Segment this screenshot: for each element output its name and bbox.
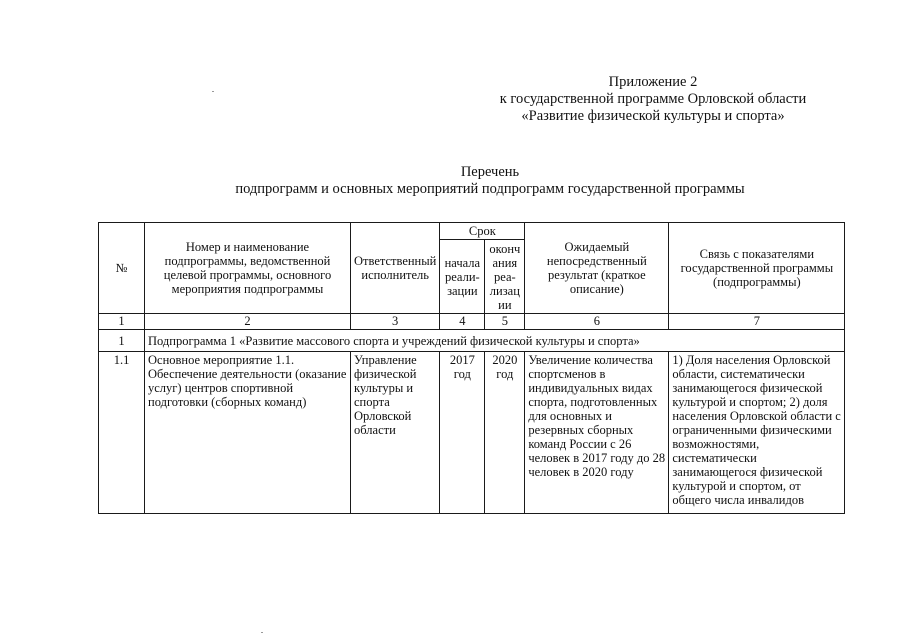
appendix-line-3: «Развитие физической культуры и спорта» <box>521 108 785 124</box>
column-number: 2 <box>145 314 351 330</box>
header-name: Номер и наименование подпрограммы, ведомственной целевой программы, основного мероприятия подпрограммы <box>145 223 351 314</box>
row-end: 2020 год <box>485 352 525 514</box>
header-start: начала реали-зации <box>440 240 485 314</box>
appendix-line-2: к государственной программе Орловской области <box>499 91 807 107</box>
column-numbers-row <box>99 314 845 330</box>
row-start: 2017 год <box>440 352 485 514</box>
subprogram-num: 1 <box>99 330 145 352</box>
row-num: 1.1 <box>99 352 145 514</box>
column-number: 6 <box>525 314 669 330</box>
column-number: 7 <box>669 314 845 330</box>
column-number: 4 <box>440 314 485 330</box>
document-title <box>180 164 800 198</box>
row-result: Увеличение количества спортсменов в индивидуальных видах спорта, подготовленных для основных и резервных сборных команд России с 26 человек в 2017 году до 28 человек в 2020 году <box>525 352 669 514</box>
column-number: 3 <box>351 314 440 330</box>
header-executor: Ответственный исполнитель <box>351 223 440 314</box>
header-result: Ожидаемый непосредственный результат (краткое описание) <box>525 223 669 314</box>
row-name: Основное мероприятие 1.1. Обеспечение деятельности (оказание услуг) центров спортивной подготовки (сборных команд) <box>145 352 351 514</box>
header-num: № <box>99 223 145 314</box>
appendix-header <box>463 74 843 125</box>
title-line-2: подпрограмм и основных мероприятий подпрограмм государственной программы <box>235 181 745 197</box>
header-link: Связь с показателями государственной программы (подпрограммы) <box>669 223 845 314</box>
column-number: 5 <box>485 314 525 330</box>
title-line-1: Перечень <box>460 164 520 180</box>
subprogram-row <box>99 330 845 352</box>
header-row-1 <box>99 223 845 240</box>
header-term: Срок <box>440 223 525 240</box>
row-executor: Управление физической культуры и спорта Орловской области <box>351 352 440 514</box>
scan-speck <box>212 91 214 92</box>
subprograms-table <box>98 222 845 514</box>
header-end: оконч ания реа-лизац ии <box>485 240 525 314</box>
table-row <box>99 352 845 514</box>
subprogram-title: Подпрограмма 1 «Развитие массового спорта и учреждений физической культуры и спорта» <box>145 330 845 352</box>
column-number: 1 <box>99 314 145 330</box>
appendix-line-1: Приложение 2 <box>608 74 698 90</box>
row-link: 1) Доля населения Орловской области, систематически занимающегося физической культурой и спортом; 2) доля населения Орловской области с ограниченными физическими возможностями, систематически занимающегося физической культурой и спортом, от общего числа инвалидов <box>669 352 845 514</box>
scan-speck <box>261 632 263 633</box>
